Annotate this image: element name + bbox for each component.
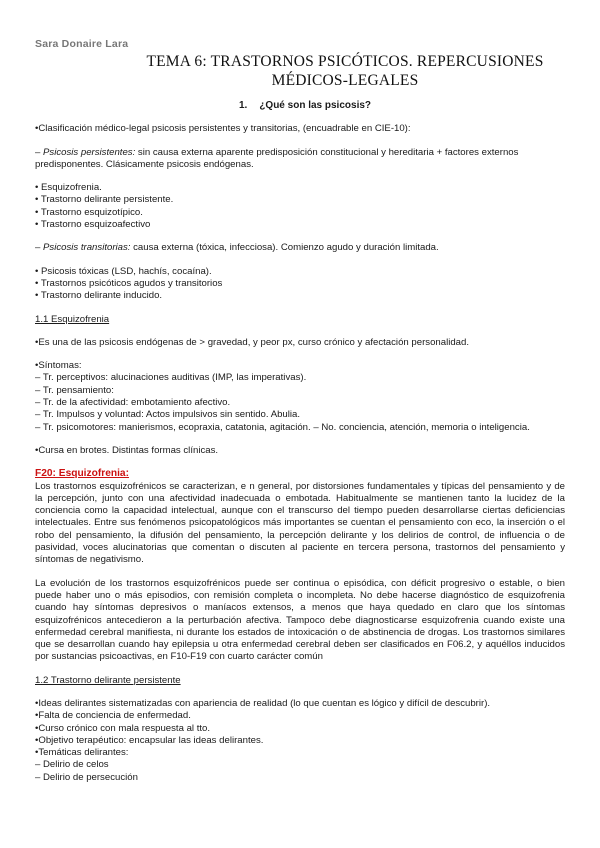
list-item: •Objetivo terapéutico: encapsular las ideas delirantes. — [35, 734, 264, 746]
list-item: – Tr. pensamiento: — [35, 384, 114, 396]
list-item: – Tr. de la afectividad: embotamiento afectivo. — [35, 397, 231, 409]
title-line-2: MÉDICOS-LEGALES — [271, 72, 419, 89]
section-heading-1-1: 1.1 Esquizofrenia — [35, 313, 110, 325]
list-item: •Ideas delirantes sistematizadas con apariencia de realidad (lo que cuentan es lógico y difícil de descubrir). — [35, 697, 491, 709]
list-item: • Trastorno esquizotípico. — [35, 206, 143, 218]
list-item: – Tr. Impulsos y voluntad: Actos impulsivos sin sentido. Abulia. — [35, 409, 301, 421]
section-heading-1-2: 1.2 Trastorno delirante persistente — [35, 674, 181, 686]
classification-text: •Clasificación médico-legal psicosis persistentes y transitorias, (encuadrable en CIE-10): — [35, 123, 411, 135]
list-item: – Delirio de persecución — [35, 771, 138, 783]
list-item: • Psicosis tóxicas (LSD, hachís, cocaína). — [35, 265, 212, 277]
f20-paragraph-1: Los trastornos esquizofrénicos se caracterizan, e n general, por distorsiones fundamentales y típicas del pensamiento y de la percepción, junto con una afectividad inadecuada o embotada. Habitualmente se mantienen tanto la lucidez de la conciencia como la capacidad intelectual, aunque con el transcurso del tiempo pueden desarrollarse ciertas deficiencias intelectuales. Entre sus fenómenos psicopatológicos más importantes se cuentan el pensamiento con eco, la inserción o el robo del pensamiento, la difusión del pensamiento, la percepción delirante y los delirios de control, de influencia o de pasividad, voces alucinatorias que comentan o discuten al paciente en tercera persona, trastornos del pensamiento y síntomas de negativismo. — [35, 480, 565, 566]
course-text: •Cursa en brotes. Distintas formas clínicas. — [35, 444, 219, 456]
symptoms-label: •Síntomas: — [35, 360, 82, 372]
f20-heading: F20: Esquizofrenia: — [35, 468, 129, 480]
list-item: • Esquizofrenia. — [35, 182, 102, 194]
list-item: • Trastorno esquizoafectivo — [35, 219, 151, 231]
page-title — [110, 52, 580, 90]
list-item: – Tr. perceptivos: alucinaciones auditivas (IMP, las imperativas). — [35, 372, 307, 384]
document-body — [35, 100, 565, 784]
schizophrenia-intro: •Es una de las psicosis endógenas de > gravedad, y peor px, curso crónico y afectación personalidad. — [35, 336, 470, 348]
section-heading-1: 1. ¿Qué son las psicosis? — [238, 100, 372, 111]
list-item: • Trastorno delirante persistente. — [35, 194, 174, 206]
title-line-1: TEMA 6: TRASTORNOS PSICÓTICOS. REPERCUSIONES — [146, 53, 544, 70]
list-item: – Tr. psicomotores: manierismos, ecopraxia, catatonia, agitación. – No. conciencia, atención, memoria o inteligencia. — [35, 421, 530, 433]
list-item: •Falta de conciencia de enfermedad. — [35, 710, 191, 722]
f20-paragraph-2: La evolución de los trastornos esquizofrénicos puede ser continua o episódica, con déficit progresivo o estable, o bien puede haber uno o más episodios, con remisión completa o incompleta. No debe hacerse diagnóstico de esquizofrenia cuando hay síntomas depresivos o maníacos extensos, a menos que haya quedado en claro que los síntomas esquizofrénicos antecedieron a la perturbación afectiva. Tampoco debe diagnosticarse esquizofrenia cuando existe una enfermedad cerebral manifiesta, ni durante los estados de intoxicación o de abstinencia de drogas. Los trastornos similares que se desarrollan cuando hay epilepsia u otra enfermedad cerebral deben ser clasificados en F06.2, y aquéllos inducidos por sustancias psicoactivas, en F10-F19 con cuarto carácter común — [35, 577, 565, 663]
persistent-paragraph: – Psicosis persistentes: sin causa externa aparente predisposición constitucional y hereditaria + factores externos predisponentes. Clásicamente psicosis endógenas. — [35, 146, 519, 170]
list-item: – Delirio de celos — [35, 759, 109, 771]
transient-paragraph: – Psicosis transitorias: causa externa (tóxica, infecciosa). Comienzo agudo y duración limitada. — [35, 242, 439, 254]
list-item: •Curso crónico con mala respuesta al tto. — [35, 722, 211, 734]
list-item: • Trastorno delirante inducido. — [35, 290, 163, 302]
list-item: •Temáticas delirantes: — [35, 747, 129, 759]
list-item: • Trastornos psicóticos agudos y transitorios — [35, 277, 223, 289]
author-name: Sara Donaire Lara — [35, 38, 129, 50]
